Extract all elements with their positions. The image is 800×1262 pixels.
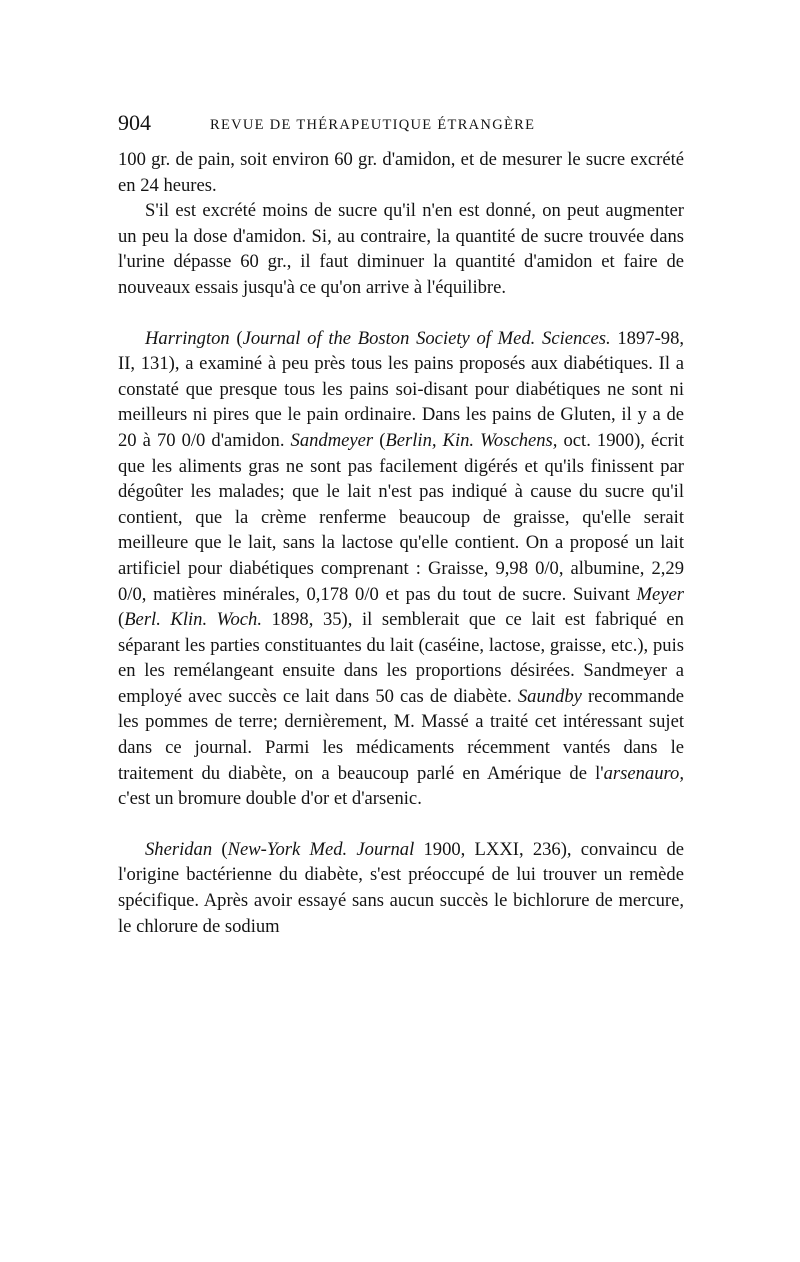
page-number: 904 [118, 110, 151, 135]
text-run: c'est un bromure double d'or et d'arsenic. [118, 788, 422, 810]
author-name: Sandmeyer [290, 429, 374, 451]
text-run: ( [373, 429, 386, 451]
text-run: ( [118, 609, 125, 631]
author-name: Meyer [636, 583, 684, 605]
journal-title: Berl. Klin. Woch. [124, 609, 262, 631]
text-run: S'il est excrété moins de sucre qu'il n'en est donné, on peut augmenter un peu la dose d'amidon. Si, au contraire, la quantité de sucre trouvée dans l'urine dépasse 60 gr., il faut diminuer la quantité d'amidon et faire de nouveaux essais jusqu'à ce qu'on arrive à l'équilibre. [118, 200, 684, 298]
running-title: REVUE DE THÉRAPEUTIQUE ÉTRANGÈRE [210, 117, 536, 133]
text-run: 1900, LXXI, 236), convaincu de l'origine bactérienne du diabète, s'est préoccupé de lui trouver un remède spécifique. Après avoir essayé sans aucun succès le bichlorure de mercure, le chlorure de sodium [118, 838, 685, 937]
body-text [118, 147, 684, 939]
page-header [118, 108, 684, 138]
journal-title: Berlin, Kin. Woschens, [385, 429, 558, 451]
author-name: Saundby [517, 685, 582, 707]
text-run: recommande les pommes de terre; dernièrement, M. Massé a traité cet intéressant sujet dans ce journal. Parmi les médicaments récemment vantés dans le traitement du diabète, on a beaucoup parlé en Amérique de l' [118, 685, 684, 784]
text-run: 1897-98, II, 131), a examiné à peu près tous les pains proposés aux diabétiques. Il a constaté que presque tous les pains soi-disant pour diabétiques ne sont ni meilleurs ni pires que le pain ordinaire. Dans les pains de Gluten, il y a de 20 à 70 0/0 d'amidon. [118, 327, 685, 451]
journal-title: New-York Med. Journal [227, 838, 415, 860]
text-run: 100 gr. de pain, soit environ 60 gr. d'amidon, et de mesurer le sucre excrété en 24 heures. [118, 149, 684, 196]
text-run: oct. 1900), écrit que les aliments gras ne sont pas facilement digérés et qu'ils finissent par dégoûter les malades; que le lait n'est pas indiqué à cause du sucre qu'il contient, que la crème renferme beaucoup de graisse, qu'elle serait meilleure que le lait, sans la lactose qu'elle contient. On a proposé un lait artificiel pour diabétiques comprenant : Graisse, 9,98 0/0, albumine, 2,29 0/0, matières minérales, 0,178 0/0 et pas du tout de sucre. Suivant [118, 429, 685, 605]
paragraph-sheridan [118, 837, 684, 939]
paragraph-continued [118, 147, 684, 198]
text-run: ( [229, 327, 243, 349]
product-name: arsenauro, [603, 762, 684, 784]
paragraph-harrington [118, 326, 684, 812]
text-run: ( [212, 838, 228, 860]
paragraph-sucre [118, 198, 684, 300]
journal-title: Journal of the Boston Society of Med. Sciences. [242, 327, 611, 349]
author-name: Sheridan [145, 838, 213, 860]
author-name: Harrington [145, 327, 230, 349]
text-run: 1898, 35), il semblerait que ce lait est fabriqué en séparant les parties constituantes du lait (caséine, lactose, graisse, etc.), puis en les remélangeant ensuite dans les proportions désirées. Sandmeyer a employé avec succès ce lait dans 50 cas de diabète. [118, 609, 684, 707]
